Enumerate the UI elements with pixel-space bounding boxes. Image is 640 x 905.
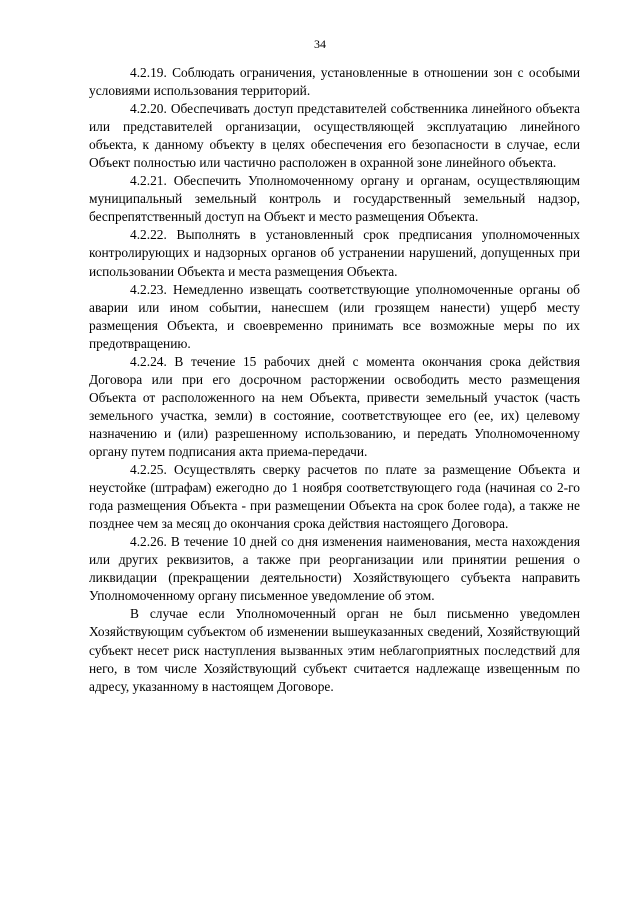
paragraph-4-2-22: 4.2.22. Выполнять в установленный срок предписания уполномоченных контролирующих и надзорных органов об устранении нарушений, допущенных при использовании Объекта и места размещения Объекта. — [89, 227, 580, 279]
paragraph-4-2-26: 4.2.26. В течение 10 дней со дня изменения наименования, места нахождения или других реквизитов, а также при реорганизации или принятии решения о ликвидации (прекращении деятельности) Хозяйствующего субъекта направить Уполномоченному органу письменное уведомление об этом. — [89, 534, 580, 604]
paragraph-notification-note: В случае если Уполномоченный орган не был письменно уведомлен Хозяйствующим субъектом об изменении вышеуказанных сведений, Хозяйствующий субъект несет риск наступления вызванных этим неблагоприятных последствий для него, в том числе Хозяйствующий субъект считается надлежаще извещенным по адресу, указанному в настоящем Договоре. — [89, 606, 580, 694]
page-number: 34 — [314, 37, 326, 51]
paragraph-4-2-20: 4.2.20. Обеспечивать доступ представителей собственника линейного объекта или представителей организации, осуществляющей эксплуатацию линейного объекта, к данному объекту в целях обеспечения его безопасности в случае, если Объект полностью или частично расположен в охранной зоне линейного объекта. — [89, 101, 580, 171]
paragraph-4-2-19: 4.2.19. Соблюдать ограничения, установленные в отношении зон с особыми условиями использования территорий. — [89, 65, 580, 99]
paragraph-4-2-23: 4.2.23. Немедленно извещать соответствующие уполномоченные органы об аварии или ином событии, нанесшем (или грозящем нанести) ущерб месту размещения Объекта, и своевременно принимать все возможные меры по их предотвращению. — [89, 281, 580, 351]
document-body — [89, 64, 580, 696]
paragraph-4-2-21: 4.2.21. Обеспечить Уполномоченному органу и органам, осуществляющим муниципальный земельный контроль и государственный земельный надзор, беспрепятственный доступ на Объект и место размещения Объекта. — [89, 173, 580, 225]
paragraph-4-2-24: 4.2.24. В течение 15 рабочих дней с момента окончания срока действия Договора или при его досрочном расторжении освободить место размещения Объекта от расположенного на нем Объекта, привести земельный участок (часть земельного участка, земли) в состояние, соответствующее его (ее, их) целевому назначению и (или) разрешенному использованию, и передать Уполномоченному органу путем подписания акта приема-передачи. — [89, 353, 580, 459]
paragraph-4-2-25: 4.2.25. Осуществлять сверку расчетов по плате за размещение Объекта и неустойке (штрафам) ежегодно до 1 ноября соответствующего года (начиная со 2-го года размещения Объекта - при размещении Объекта на срок более года), а также не позднее чем за месяц до окончания срока действия настоящего Договора. — [89, 462, 580, 532]
